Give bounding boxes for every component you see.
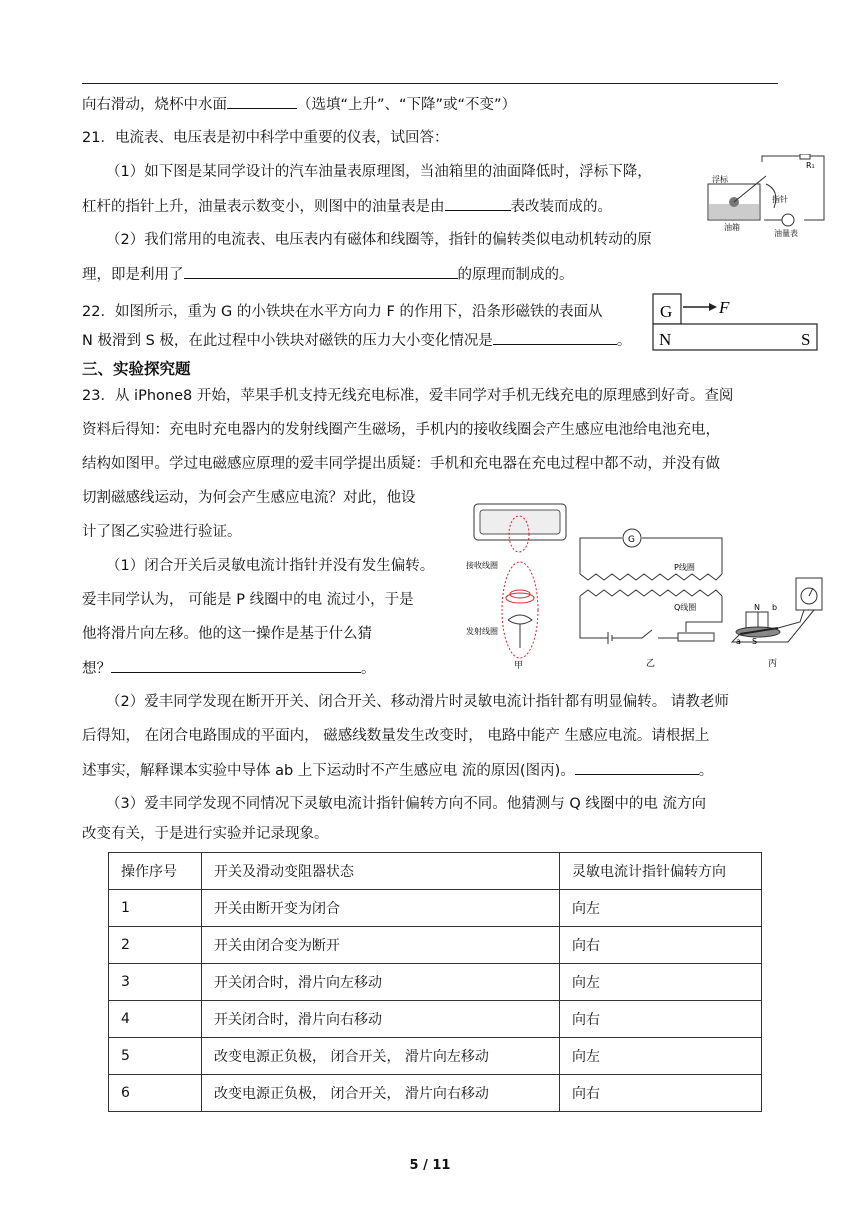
text: N 极滑到 S 极，在此过程中小铁块对磁铁的压力大小变化情况是 <box>82 333 493 349</box>
q23-part1: （1）闭合开关后灵敏电流计指针并没有发生偏转。 <box>106 558 435 574</box>
q23-part2-l3 <box>82 759 713 782</box>
table-cell: 6 <box>109 1075 202 1112</box>
text: 。 <box>698 763 714 779</box>
table-row <box>109 1001 762 1038</box>
table-cell: 向左 <box>560 964 762 1001</box>
table-header-row <box>109 853 762 890</box>
q23-part1-l4 <box>82 657 376 680</box>
answer-blank[interactable] <box>493 329 617 345</box>
a-label: a <box>736 637 741 646</box>
galv-label: G <box>628 535 635 545</box>
table-row <box>109 964 762 1001</box>
table-cell: 向左 <box>560 1038 762 1075</box>
text: 表改装而成的。 <box>510 199 612 215</box>
magnet-figure <box>651 292 821 354</box>
q23-line2: 资料后得知：充电时充电器内的发射线圈产生磁场，手机内的接收线圈会产生感应电池给电池充电， <box>82 422 720 438</box>
table-cell: 4 <box>109 1001 202 1038</box>
text: （选填“上升”、“下降”或“不变”） <box>297 97 517 113</box>
table-cell: 向右 <box>560 1001 762 1038</box>
table-cell: 开关由闭合变为断开 <box>202 927 560 964</box>
q22: 22．如图所示，重为 G 的小铁块在水平方向力 F 的作用下，沿条形磁铁的表面从 <box>82 304 603 320</box>
q23-part3: （3）爱丰同学发现不同情况下灵敏电流计指针偏转方向不同。他猜测与 Q 线圈中的电 流方向 <box>106 796 706 812</box>
table-row <box>109 1038 762 1075</box>
q20-tail <box>82 93 516 116</box>
q-coil-label: Q线圈 <box>674 603 697 612</box>
table-cell: 开关闭合时，滑片向右移动 <box>202 1001 560 1038</box>
q23-part1-l2: 爱丰同学认为， 可能是 P 线圈中的电 流过小，于是 <box>82 592 414 608</box>
q23-line5: 计了图乙实验进行验证。 <box>82 524 242 540</box>
q23-line1: 23．从 iPhone8 开始，苹果手机支持无线充电标准，爱丰同学对手机无线充电的原理感到好奇。查阅 <box>82 388 734 404</box>
text: 。 <box>361 661 376 677</box>
answer-blank[interactable] <box>445 195 511 211</box>
g-label: G <box>660 302 673 321</box>
table-cell: 2 <box>109 927 202 964</box>
text: 向右滑动，烧杯中水面 <box>82 97 227 113</box>
answer-blank[interactable] <box>111 657 361 673</box>
s-pole-label: S <box>752 637 758 646</box>
table-header-cell: 操作序号 <box>109 853 202 890</box>
q21-title: 21．电流表、电压表是初中科学中重要的仪表，试回答： <box>82 130 449 146</box>
table-cell: 3 <box>109 964 202 1001</box>
header-rule <box>82 83 778 84</box>
q23-part1-l3: 他将滑片向左移。他的这一操作是基于什么猜 <box>82 626 372 642</box>
table-row <box>109 927 762 964</box>
text: 的原理而制成的。 <box>457 267 574 283</box>
table-cell: 向右 <box>560 927 762 964</box>
section-title: 三、实验探究题 <box>82 360 191 378</box>
pointer-label: 指针 <box>772 195 788 204</box>
table-cell: 开关闭合时，滑片向左移动 <box>202 964 560 1001</box>
f-label: F <box>719 298 730 317</box>
page-number: 5 / 11 <box>409 1158 451 1173</box>
q23-line3: 结构如图甲。学过电磁感应原理的爱丰同学提出质疑：手机和充电器在充电过程中都不动，并没有做 <box>82 456 720 472</box>
r1-label: R₁ <box>806 161 815 170</box>
table-row <box>109 890 762 927</box>
gauge-label: 油量表 <box>774 229 798 238</box>
q21-part1-cont <box>82 195 612 218</box>
results-table <box>108 852 762 1112</box>
fig-bing-label: 丙 <box>768 659 778 669</box>
table-cell: 向左 <box>560 890 762 927</box>
text: 想？ <box>82 661 111 677</box>
answer-blank[interactable] <box>575 759 699 775</box>
b-label: b <box>772 603 778 612</box>
table-cell: 改变电源正负极， 闭合开关， 滑片向左移动 <box>202 1038 560 1075</box>
text: 述事实，解释课本实验中导体 ab 上下运动时不产生感应电 流的原因(图丙)。 <box>82 763 575 779</box>
q21-part2: （2）我们常用的电流表、电压表内有磁体和线圈等，指针的偏转类似电动机转动的原 <box>106 232 652 248</box>
tank-label: 油箱 <box>724 223 740 232</box>
float-label: 浮标 <box>712 175 728 184</box>
text: 理，即是利用了 <box>82 267 184 283</box>
fig-jia-label: 甲 <box>514 661 524 671</box>
figure-yi <box>578 526 726 672</box>
text: 杠杆的指针上升，油量表示数变小，则图中的油量表是由 <box>82 199 445 215</box>
fig-yi-label: 乙 <box>646 659 656 669</box>
n-label: N <box>659 330 672 349</box>
table-cell: 开关由断开变为闭合 <box>202 890 560 927</box>
figure-jia <box>464 498 579 674</box>
receive-coil-label: 接收线圈 <box>466 561 498 570</box>
figure-bing <box>728 572 828 672</box>
table-header-cell: 开关及滑动变阻器状态 <box>202 853 560 890</box>
table-row <box>109 1075 762 1112</box>
answer-blank[interactable] <box>184 263 458 279</box>
p-coil-label: P线圈 <box>674 563 695 572</box>
n-pole-label: N <box>754 603 760 612</box>
q23-part2-l2: 后得知， 在闭合电路围成的平面内， 磁感线数量发生改变时， 电路中能产 生感应电流。请根据上 <box>82 728 710 744</box>
q23-line4: 切割磁感线运动，为何会产生感应电流？对此，他设 <box>82 490 416 506</box>
table-cell: 改变电源正负极， 闭合开关， 滑片向右移动 <box>202 1075 560 1112</box>
table-header-cell: 灵敏电流计指针偏转方向 <box>560 853 762 890</box>
fuel-gauge-figure <box>704 154 828 240</box>
q23-part3-l2: 改变有关，于是进行实验并记录现象。 <box>82 826 329 842</box>
q23-part2: （2）爱丰同学发现在断开开关、闭合开关、移动滑片时灵敏电流计指针都有明显偏转。 请教老师 <box>106 694 729 710</box>
table-cell: 1 <box>109 890 202 927</box>
table-cell: 5 <box>109 1038 202 1075</box>
s-label: S <box>801 330 811 349</box>
text: 。 <box>616 333 632 349</box>
transmit-coil-label: 发射线圈 <box>466 627 498 636</box>
q21-part1: （1）如下图是某同学设计的汽车油量表原理图，当油箱里的油面降低时，浮标下降， <box>106 164 652 180</box>
table-cell: 向右 <box>560 1075 762 1112</box>
q21-part2-cont <box>82 263 574 286</box>
q22-cont <box>82 329 631 352</box>
answer-blank[interactable] <box>227 93 297 109</box>
